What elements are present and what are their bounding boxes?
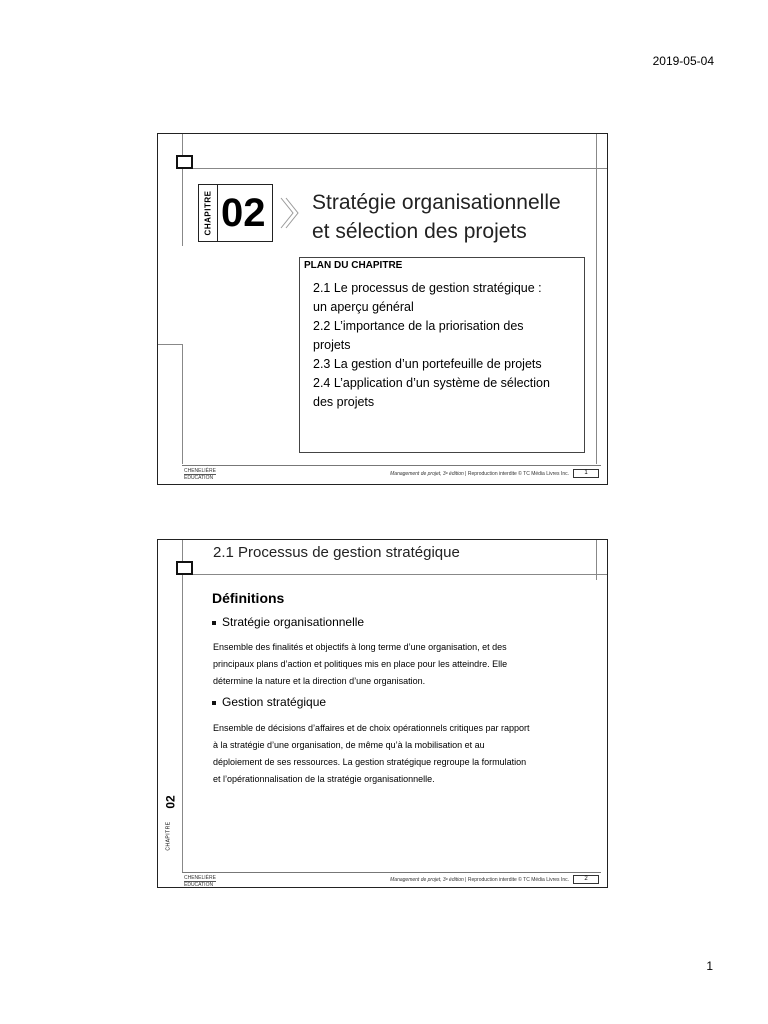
decorative-rule	[182, 574, 607, 575]
publisher-logo	[184, 468, 216, 481]
book-title: Management de projet, 3ᵉ édition	[390, 471, 464, 477]
plan-item: 2.3 La gestion d’un portefeuille de projets	[313, 357, 542, 371]
plan-item: 2.2 L’importance de la priorisation des projets	[313, 319, 524, 352]
copyright: | Reproduction interdite © TC Média Livres Inc.	[465, 471, 569, 477]
book-title: Management de projet, 3ᵉ édition	[390, 877, 464, 883]
chapter-label-cell	[199, 185, 218, 241]
footer-rule	[182, 465, 601, 466]
side-chapter-marker	[162, 795, 190, 855]
corner-square-icon	[176, 561, 193, 575]
plan-item: 2.4 L’application d’un système de sélection des projets	[313, 376, 550, 409]
definition-paragraph	[213, 639, 553, 690]
bullet-square-icon	[212, 621, 216, 625]
plan-item: 2.1 Le processus de gestion stratégique : un aperçu général	[313, 281, 542, 314]
paragraph-line: principaux plans d’action et politiques mis en place pour les atteindre. Elle	[213, 659, 508, 669]
section-heading: Définitions	[212, 590, 285, 606]
bullet-term	[212, 695, 326, 709]
decorative-rule	[182, 344, 183, 464]
footer-credit	[390, 877, 569, 883]
plan-list	[313, 279, 553, 412]
chapter-plan	[299, 257, 585, 453]
paragraph-line: à la stratégie d’une organisation, de même qu’à la mobilisation et au	[213, 740, 485, 750]
paragraph-line: déploiement de ses ressources. La gestion stratégique regroupe la formulation	[213, 757, 527, 767]
publisher-logo	[184, 875, 216, 888]
footer-rule	[182, 872, 601, 873]
decorative-rule	[596, 134, 597, 464]
plan-heading: PLAN DU CHAPITRE	[304, 260, 403, 271]
slide-page-number: 2	[573, 875, 599, 884]
bullet-term-text: Stratégie organisationnelle	[222, 615, 365, 629]
side-chapter-number: 02	[163, 795, 178, 809]
chapter-badge	[198, 184, 273, 242]
corner-square-icon	[176, 155, 193, 169]
decorative-rule	[182, 168, 607, 169]
bullet-term-text: Gestion stratégique	[222, 695, 327, 709]
paragraph-line: détermine la nature et la direction d’une organisation.	[213, 676, 426, 686]
footer-credit	[390, 471, 569, 477]
bullet-term	[212, 615, 364, 629]
paragraph-line: Ensemble de décisions d’affaires et de choix opérationnels critiques par rapport	[213, 723, 530, 733]
paragraph-line: Ensemble des finalités et objectifs à long terme d’une organisation, et des	[213, 642, 507, 652]
slide-title: 2.1 Processus de gestion stratégique	[213, 544, 460, 561]
publisher-logo-line2: ÉDUCATION	[184, 475, 214, 481]
decorative-rule	[158, 344, 182, 345]
slide-title	[312, 188, 561, 246]
chapter-label: CHAPITRE	[203, 190, 213, 236]
slide-2	[157, 539, 608, 888]
decorative-rule	[182, 134, 183, 246]
chevron-right-icon	[279, 196, 299, 230]
copyright: | Reproduction interdite © TC Média Livres Inc.	[465, 877, 569, 883]
slide-page-number: 1	[573, 469, 599, 478]
slide-title-line2: et sélection des projets	[312, 220, 527, 243]
slide-1	[157, 133, 608, 485]
paragraph-line: et l’opérationnalisation de la stratégie organisationnelle.	[213, 774, 435, 784]
publisher-logo-line2: ÉDUCATION	[184, 882, 214, 888]
bullet-square-icon	[212, 701, 216, 705]
slide-title-line1: Stratégie organisationnelle	[312, 191, 561, 214]
definition-paragraph	[213, 720, 553, 788]
chapter-number: 02	[221, 191, 266, 235]
page-number: 1	[706, 959, 713, 973]
publisher-logo-line1: CHENELIÈRE	[184, 875, 216, 881]
publisher-logo-line1: CHENELIÈRE	[184, 468, 216, 474]
page-date: 2019-05-04	[652, 54, 714, 68]
side-chapter-label: CHAPITRE	[165, 821, 172, 851]
